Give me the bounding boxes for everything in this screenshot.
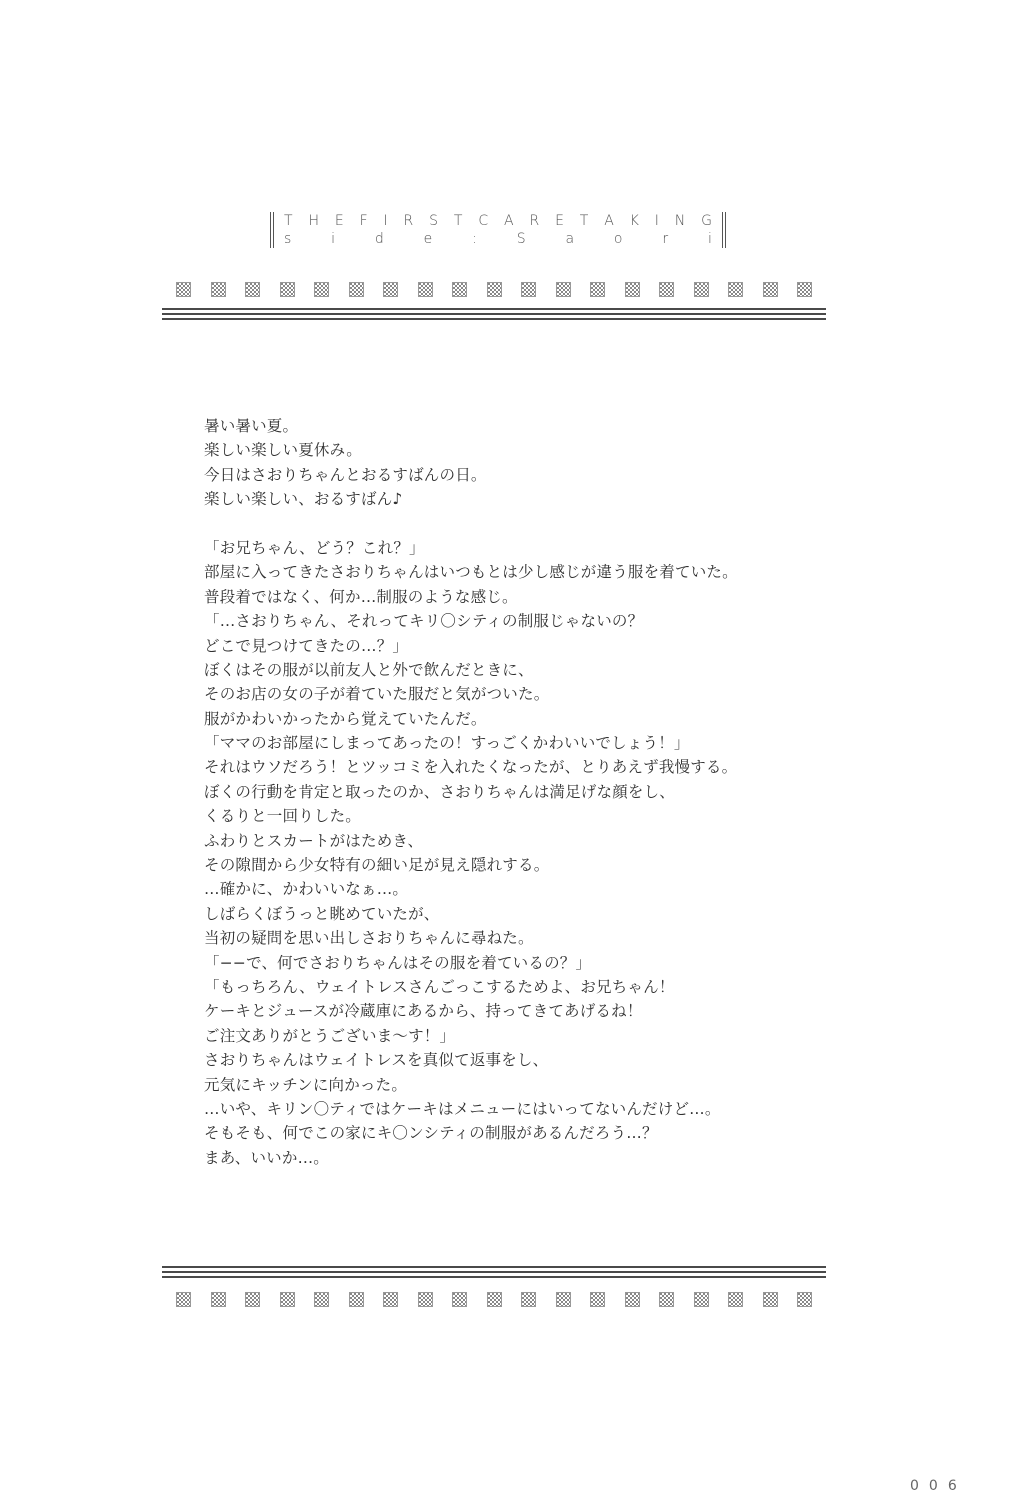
checker-square [556, 282, 571, 297]
text-line: 楽しい楽しい夏休み。 [204, 441, 362, 460]
title-letter: i [707, 231, 712, 247]
text-line: くるりと一回りした。 [204, 807, 362, 826]
checker-square [625, 282, 640, 297]
title-letter: r [662, 231, 669, 247]
text-line: その隙間から少女特有の細い足が見え隠れする。 [204, 856, 550, 875]
checker-square [245, 282, 260, 297]
triple-rule-bottom [162, 1266, 826, 1278]
title-letter: E [334, 213, 344, 229]
text-line: そもそも、何でこの家にキ〇ンシティの制服があるんだろう…？ [204, 1124, 658, 1143]
text-line: さおりちゃんはウェイトレスを真似て返事をし、 [204, 1051, 549, 1070]
checker-square [487, 282, 502, 297]
text-line: ご注文ありがとうございま〜す！」 [204, 1026, 456, 1045]
text-line: そのお店の女の子が着ていた服だと気がついた。 [204, 685, 550, 704]
story-text [204, 414, 824, 1170]
title-block [270, 212, 726, 248]
checker-square [659, 282, 674, 297]
title-letter: C [478, 213, 489, 229]
text-line: 暑い暑い夏。 [204, 417, 299, 435]
title-letter: : [472, 231, 477, 247]
title-letter: a [565, 231, 575, 247]
checker-square [659, 1292, 674, 1307]
title-letter: I [383, 213, 388, 229]
checker-square [521, 282, 536, 297]
text-line: …いや、キリン〇ティではケーキはメニューにはいってないんだけど…。 [204, 1099, 721, 1118]
rule-line [162, 313, 826, 315]
checker-square [383, 282, 398, 297]
checker-square [176, 282, 191, 297]
text-line: 「もっちろん、ウェイトレスさんごっこするためよ、お兄ちゃん！ [204, 977, 675, 996]
title-letter: s [284, 231, 292, 247]
checker-square [694, 282, 709, 297]
title-letter: I [654, 213, 659, 229]
title-letter: E [555, 213, 564, 229]
title-letter: e [423, 231, 433, 247]
title-letter: T [284, 213, 293, 229]
checker-square [211, 282, 226, 297]
title-letter: N [674, 213, 686, 229]
checker-square [280, 1292, 295, 1307]
checker-square [383, 1292, 398, 1307]
checker-square [211, 1292, 226, 1307]
checker-square [418, 282, 433, 297]
title-bar-right [722, 212, 726, 248]
text-line: 当初の疑問を思い出しさおりちゃんに尋ねた。 [204, 929, 534, 948]
title-letter: i [331, 231, 336, 247]
text-line: ふわりとスカートがはためき、 [204, 831, 424, 850]
text-line: 「ママのお部屋にしまってあったの！すっごくかわいいでしょう！」 [204, 734, 690, 753]
checker-square [625, 1292, 640, 1307]
rule-line [162, 318, 826, 320]
text-line: 楽しい楽しい、おるすばん♪ [204, 490, 403, 509]
triple-rule-top [162, 308, 826, 320]
checker-square [590, 282, 605, 297]
title-letter: R [403, 213, 414, 229]
title-letter: A [504, 213, 514, 229]
checker-square [280, 282, 295, 297]
checker-square [763, 282, 778, 297]
checker-square [314, 282, 329, 297]
text-line: 服がかわいかったから覚えていたんだ。 [204, 709, 487, 728]
text-line: ぼくの行動を肯定と取ったのか、さおりちゃんは満足げな顔をし、 [204, 782, 676, 801]
text-line: どこで見つけてきたの…？」 [204, 636, 409, 655]
checker-square [349, 1292, 364, 1307]
checker-square [521, 1292, 536, 1307]
text-line: 今日はさおりちゃんとおるすばんの日。 [204, 465, 487, 484]
checker-square [487, 1292, 502, 1307]
text-line: …確かに、かわいいなぁ…。 [204, 880, 409, 899]
title-letter: T [579, 213, 589, 229]
title-letter: S [429, 213, 439, 229]
text-line: 元気にキッチンに向かった。 [204, 1075, 408, 1094]
checker-square [797, 282, 812, 297]
checker-square [418, 1292, 433, 1307]
title-letter: A [604, 213, 614, 229]
title-letter: H [308, 213, 319, 229]
checker-square [349, 282, 364, 297]
rule-line [162, 1266, 826, 1268]
title-line-1 [284, 213, 712, 229]
checker-square [556, 1292, 571, 1307]
text-line: ぼくはその服が以前友人と外で飲んだときに、 [204, 660, 534, 679]
checker-square [763, 1292, 778, 1307]
title-letter: T [453, 213, 463, 229]
text-line: 部屋に入ってきたさおりちゃんはいつもとは少し感じが違う服を着ていた。 [204, 563, 738, 582]
text-line: 「−−で、何でさおりちゃんはその服を着ているの？」 [204, 953, 592, 972]
checker-square [728, 282, 743, 297]
text-line: それはウソだろう！とツッコミを入れたくなったが、とりあえず我慢する。 [204, 758, 738, 777]
title-line-2 [284, 231, 712, 247]
checker-square [452, 282, 467, 297]
text-line: 「お兄ちゃん、どう？これ？」 [204, 538, 425, 557]
text-line: 「…さおりちゃん、それってキリ〇シティの制服じゃないの？ [204, 612, 644, 631]
checker-square [245, 1292, 260, 1307]
title-letter: F [359, 213, 368, 229]
title-letter: S [516, 231, 526, 247]
title-letter: R [529, 213, 540, 229]
checker-square [314, 1292, 329, 1307]
title-letter: o [613, 231, 623, 247]
rule-line [162, 1276, 826, 1278]
checker-border-top [176, 282, 812, 298]
checker-square [694, 1292, 709, 1307]
checker-square [176, 1292, 191, 1307]
text-line: しばらくぼうっと眺めていたが、 [204, 904, 440, 923]
rule-line [162, 308, 826, 310]
text-line: まあ、いいか…。 [204, 1148, 329, 1167]
checker-border-bottom [176, 1292, 812, 1308]
title-letter: G [701, 213, 712, 229]
checker-square [728, 1292, 743, 1307]
text-line: 普段着ではなく、何か…制服のような感じ。 [204, 587, 518, 606]
title-letter: K [629, 213, 639, 229]
checker-square [590, 1292, 605, 1307]
title-letter: d [374, 231, 384, 247]
text-line: ケーキとジュースが冷蔵庫にあるから、持ってきてあげるね！ [204, 1002, 643, 1021]
page-number: 006 [910, 1478, 967, 1494]
text-line [204, 512, 824, 536]
rule-line [162, 1271, 826, 1273]
title-bar-left [270, 212, 274, 248]
checker-square [797, 1292, 812, 1307]
checker-square [452, 1292, 467, 1307]
